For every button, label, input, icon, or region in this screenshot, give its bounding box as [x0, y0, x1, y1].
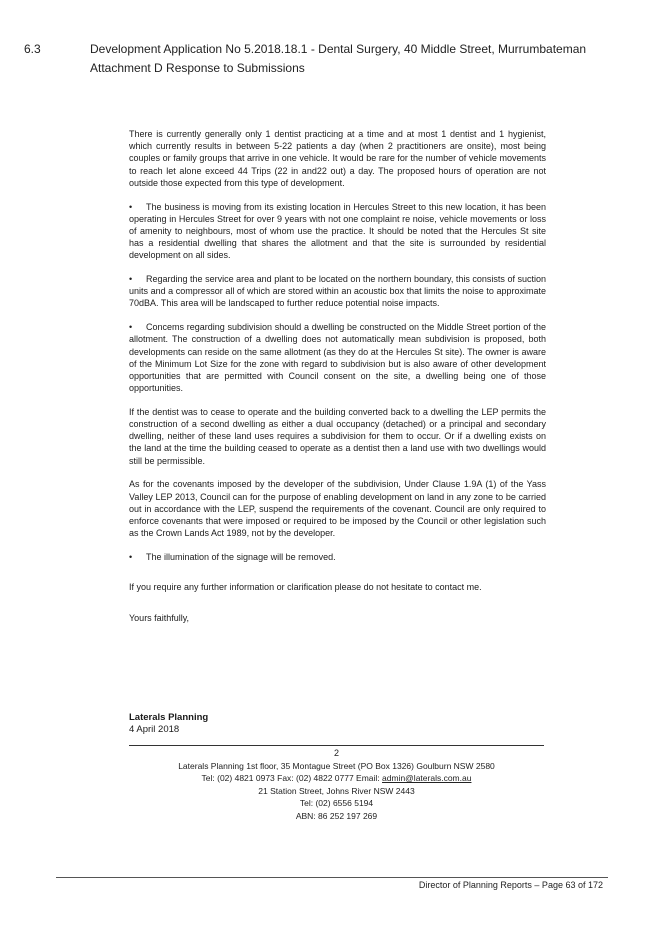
bullet-text: The business is moving from its existing location in Hercules Street to this new location, it has been operating in Hercules Street for over 9 years with not one complaint re noise, vehicle movements or loss of amenity to neighbours, most of whom use the practice. It should be noted that the Hercules St site has a residential dwelling that shares the allotment and that the site is surrounded by residential development on all sides. [129, 201, 546, 261]
bullet-marker: • [129, 274, 133, 285]
bullet-relocation [129, 201, 546, 262]
footer-tel-fax: Tel: (02) 4821 0973 Fax: (02) 4822 0777 Email: [201, 773, 383, 783]
footer-abn: ABN: 86 252 197 269 [295, 810, 378, 821]
bullet-text: The illumination of the signage will be removed. [146, 551, 336, 562]
paragraph-trips: There is currently generally only 1 dentist practicing at a time and at most 1 dentist and 1 hygienist, which currently results in between 5-22 patients a day (when 2 practitioners are onsite), most being couples or family groups that arrive in one vehicle. It would be rare for the number of vehicle movements to reach let alone exceed 44 Trips (22 in and22 out) a day. The proposed hours of operation are not outside those expected from this type of development. [129, 129, 546, 188]
letterhead-footer [129, 747, 544, 822]
bullet-marker: • [129, 551, 133, 562]
bullet-subdivision [129, 321, 546, 394]
bullet-illumination [129, 551, 546, 563]
page-number: 2 [333, 748, 339, 758]
paragraph-contact: If you require any further information or clarification please do not hesitate to contact me. [129, 582, 482, 593]
bullet-text: Concems regarding subdivision should a dwelling be constructed on the Middle Street portion of the allotment. The construction of a dwelling does not automatically mean subdivision is proposed, both developments can reside on the same allotment (as they do at the Hercules St site). The owner is aware of the Minimum Lot Size for the zone with regard to subdivision but is also aware of other development opportunities that are permitted with Council consent on the site, a dwelling being one of those opportunities. [129, 322, 546, 394]
bullet-marker: • [129, 201, 133, 212]
attachment-title: Attachment D Response to Submissions [90, 61, 305, 75]
footer-divider [129, 745, 544, 746]
bullet-marker: • [129, 322, 133, 333]
report-title: Development Application No 5.2018.18.1 - Dental Surgery, 40 Middle Street, Murrumbateman [90, 42, 587, 56]
letter-body [129, 128, 546, 636]
signature-block [129, 712, 208, 736]
closing: Yours faithfully, [129, 613, 190, 624]
paragraph-dwelling: If the dentist was to cease to operate and the building converted back to a dwelling the LEP permits the construction of a second dwelling as either a dual occupancy (detached) or a principal and secondary dwelling, neither of these land uses requires a subdivision for them to occur. Or if a dwelling exists on the land at the time the building ceased to operate as a dentist then a land use with two dwellings would still be permissible. [129, 406, 546, 466]
footer-address-2: 21 Station Street, Johns River NSW 2443 [258, 785, 415, 796]
footer-email-link[interactable]: admin@laterals.com.au [382, 773, 472, 783]
footer-address: Laterals Planning 1st floor, 35 Montague Street (PO Box 1326) Goulburn NSW 2580 [178, 760, 495, 771]
signature-date: 4 April 2018 [129, 724, 180, 735]
bullet-service-area [129, 273, 546, 310]
paragraph-covenants: As for the covenants imposed by the developer of the subdivision, Under Clause 1.9A (1) of the Yass Valley LEP 2013, Council can for the purpose of enabling development on land in any zone to be carried out in accordance with the LEP, suspend the requirements of the covenant. Council are only required to enforce covenants that were imposed or required to be imposed by the Council or other legislation such as the Crown Lands Act 1989, not by the developer. [129, 479, 546, 539]
page-footer-divider [56, 877, 608, 878]
page-footer: Director of Planning Reports – Page 63 of 172 [418, 880, 603, 890]
signature-org: Laterals Planning [129, 712, 209, 723]
footer-contact [129, 772, 544, 785]
bullet-text: Regarding the service area and plant to be located on the northern boundary, this consists of suction units and a compressor all of which are stored within an acoustic box that limits the noise to approximate 70dBA. This area will be landscaped to further reduce potential noise impacts. [129, 274, 546, 309]
section-number: 6.3 [24, 42, 41, 56]
footer-tel-2: Tel: (02) 6556 5194 [299, 798, 374, 808]
